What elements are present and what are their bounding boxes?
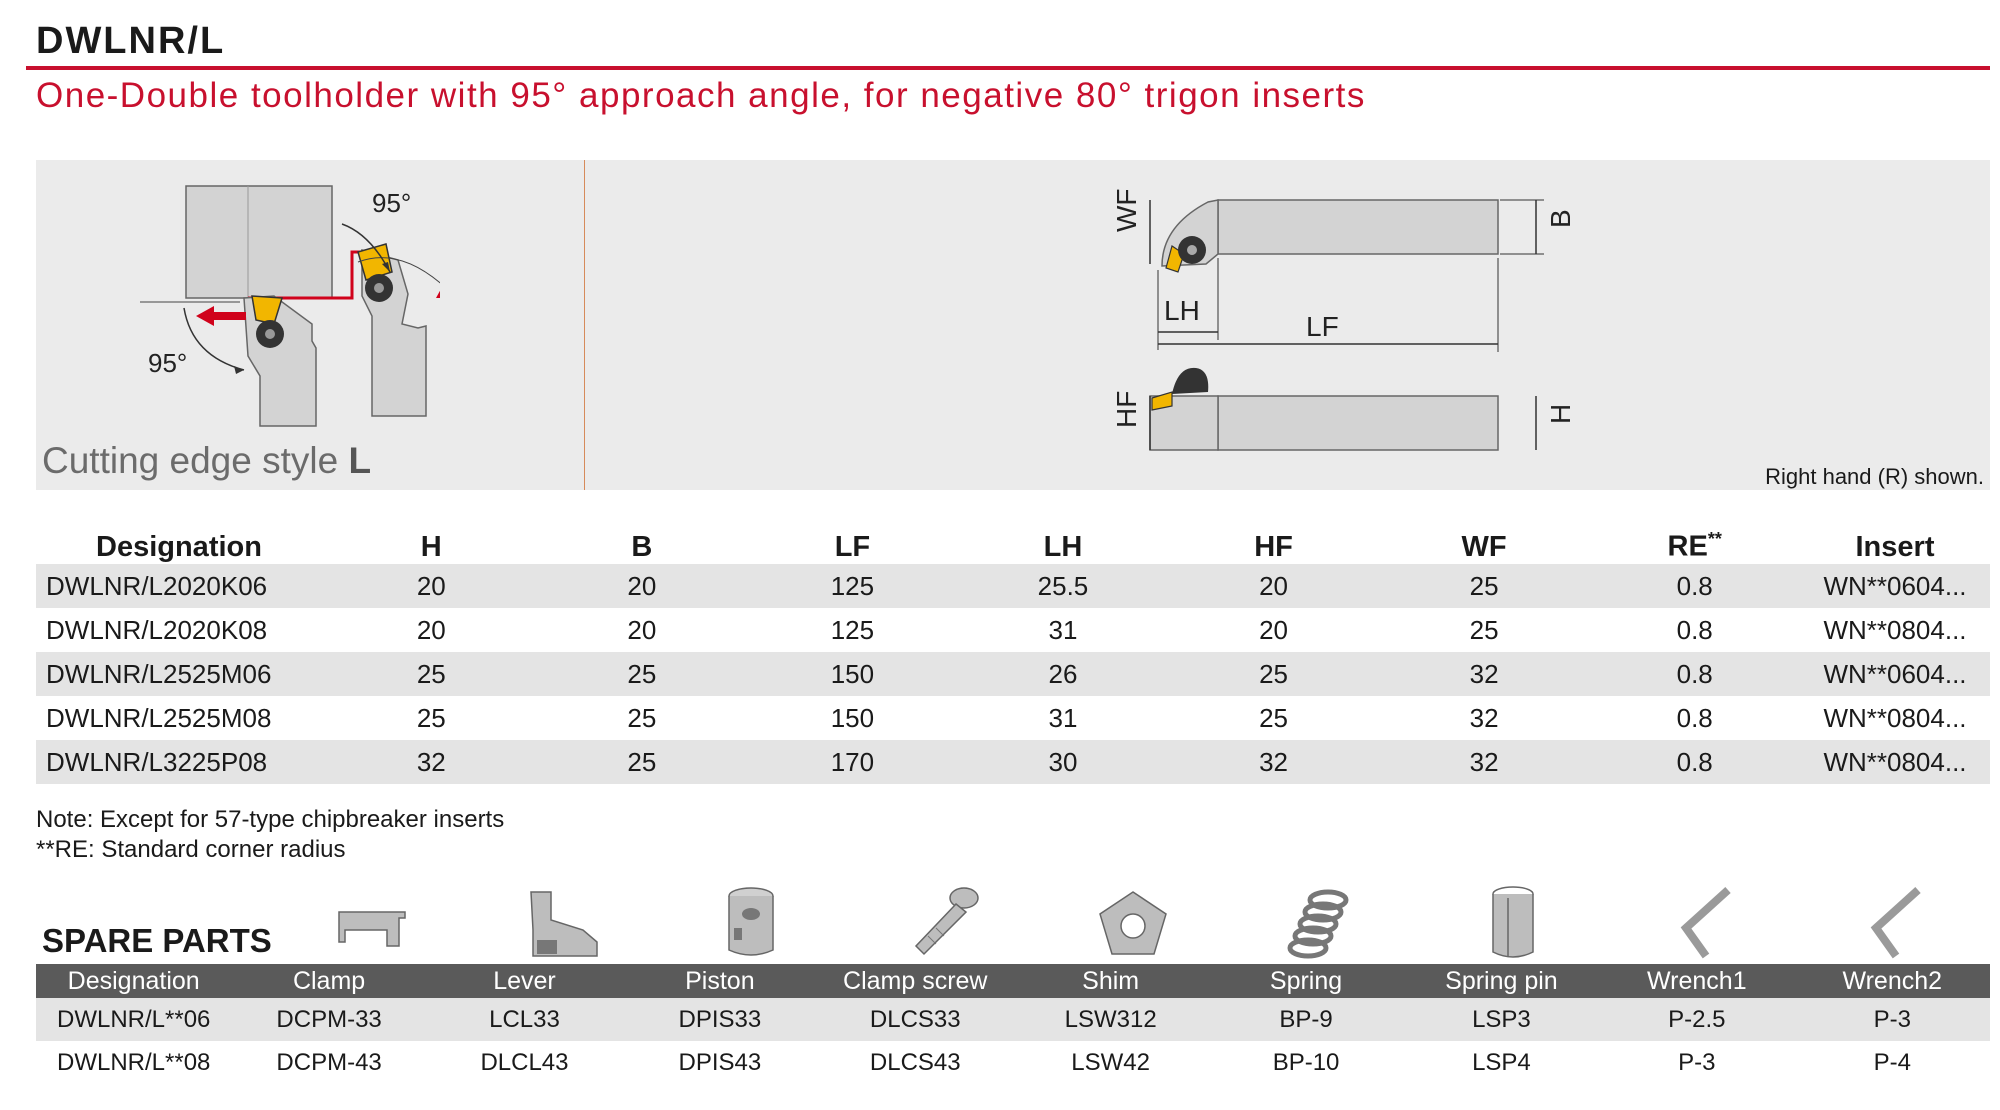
angle-label-bottom: 95° xyxy=(148,348,188,378)
dims-header-row xyxy=(36,516,1990,564)
table-cell: 25 xyxy=(537,740,748,784)
spare-header-wrench1: Wrench1 xyxy=(1599,964,1794,998)
table-cell: DCPM-43 xyxy=(276,1048,382,1076)
angle-label-top: 95° xyxy=(372,188,412,218)
header-hf: HF xyxy=(1254,531,1293,563)
table-cell: BP-9 xyxy=(1208,998,1403,1041)
note-chipbreaker: Note: Except for 57-type chipbreaker inserts xyxy=(36,806,505,833)
dimensions-table xyxy=(36,516,1990,784)
spare-header-wrench2: Wrench2 xyxy=(1795,964,1990,998)
table-cell: 25 xyxy=(416,702,446,733)
table-cell: WN**0804... xyxy=(1823,702,1967,733)
table-cell: DLCS33 xyxy=(818,998,1013,1041)
feed-arrow-left xyxy=(196,306,246,326)
header-designation: Designation xyxy=(96,531,262,563)
table-cell: 32 xyxy=(1168,740,1379,784)
right-hand-note: Right hand (R) shown. xyxy=(1765,464,1984,489)
spare-parts-table xyxy=(36,964,1990,1084)
table-cell: WN**0804... xyxy=(1800,740,1990,784)
table-cell: 125 xyxy=(830,614,875,645)
table-cell: DLCS43 xyxy=(869,1048,961,1076)
panel-divider xyxy=(584,160,585,490)
table-cell: DWLNR/L3225P08 xyxy=(36,740,326,784)
table-row xyxy=(36,564,1990,608)
table-cell: 32 xyxy=(326,740,537,784)
table-cell: 125 xyxy=(747,564,958,608)
table-cell: DPIS43 xyxy=(678,1048,762,1076)
table-cell: 25 xyxy=(537,652,748,696)
dim-label-b: B xyxy=(1545,209,1576,228)
table-row xyxy=(36,998,1990,1041)
table-cell: P-3 xyxy=(1678,1048,1716,1076)
spare-header-shim: Shim xyxy=(1013,964,1208,998)
top-view xyxy=(1162,200,1498,272)
spare-header-spring: Spring xyxy=(1208,964,1403,998)
table-row xyxy=(36,608,1990,652)
spare-header-row xyxy=(36,964,1990,998)
right-holder xyxy=(358,244,440,416)
table-row xyxy=(36,652,1990,696)
table-cell: DWLNR/L2525M08 xyxy=(46,702,272,733)
table-cell: WN**0604... xyxy=(1800,652,1990,696)
table-cell: WN**0604... xyxy=(1800,564,1990,608)
page-subtitle: One-Double toolholder with 95° approach angle, for negative 80° trigon inserts xyxy=(36,76,1366,115)
dim-label-h: H xyxy=(1545,403,1576,424)
header-b: B xyxy=(631,531,653,563)
table-cell: 26 xyxy=(958,652,1169,696)
spare-header-designation: Designation xyxy=(36,964,231,998)
table-cell: 20 xyxy=(326,564,537,608)
table-cell: 32 xyxy=(1379,652,1590,696)
title-rule xyxy=(26,66,1990,70)
table-cell: DWLNR/L2525M06 xyxy=(36,652,326,696)
spring-pin-icon xyxy=(1468,884,1558,964)
clamp-screw-icon xyxy=(898,884,988,964)
page-title: DWLNR/L xyxy=(36,20,226,62)
table-cell: 150 xyxy=(830,702,875,733)
table-cell: 32 xyxy=(1379,740,1590,784)
table-cell: 0.8 xyxy=(1589,652,1800,696)
header-h: H xyxy=(420,531,442,563)
table-cell: 150 xyxy=(747,652,958,696)
table-cell: 31 xyxy=(1048,702,1078,733)
spare-header-clamp-screw: Clamp screw xyxy=(818,964,1013,998)
table-cell: WN**0804... xyxy=(1823,614,1967,645)
dim-label-hf: HF xyxy=(1111,390,1142,428)
wrench2-icon xyxy=(1850,884,1940,964)
shim-icon xyxy=(1088,884,1178,964)
table-cell: DWLNR/L2020K06 xyxy=(36,564,326,608)
spare-header-lever: Lever xyxy=(427,964,622,998)
table-cell: LSW312 xyxy=(1013,998,1208,1041)
table-cell: DCPM-33 xyxy=(231,998,426,1041)
wrench1-icon xyxy=(1660,884,1750,964)
table-cell: DWLNR/L2020K08 xyxy=(46,614,268,645)
table-cell: 25 xyxy=(326,652,537,696)
table-cell: 0.8 xyxy=(1676,702,1713,733)
table-cell: 20 xyxy=(416,614,446,645)
spare-parts-title: SPARE PARTS xyxy=(42,922,272,959)
dim-label-wf: WF xyxy=(1111,188,1142,232)
table-cell: 32 xyxy=(1469,702,1499,733)
spare-header-spring-pin: Spring pin xyxy=(1404,964,1599,998)
cutting-edge-style-caption xyxy=(42,440,371,482)
cutting-edge-style-diagram xyxy=(140,176,440,436)
table-cell: BP-10 xyxy=(1272,1048,1340,1076)
table-cell: DWLNR/L**06 xyxy=(36,998,231,1041)
header-re-label: RE xyxy=(1667,531,1708,563)
table-cell: 20 xyxy=(537,564,748,608)
spare-header-clamp: Clamp xyxy=(231,964,426,998)
table-cell: 25 xyxy=(627,702,657,733)
table-cell: 20 xyxy=(1259,614,1288,645)
table-cell: P-3 xyxy=(1795,998,1990,1041)
dim-label-lf: LF xyxy=(1306,311,1339,342)
note-corner-radius: **RE: Standard corner radius xyxy=(36,836,346,863)
table-cell: 25 xyxy=(1259,702,1288,733)
table-cell: DLCL43 xyxy=(480,1048,569,1076)
table-cell: LSW42 xyxy=(1071,1048,1150,1076)
header-lf: LF xyxy=(834,531,871,563)
table-cell: 25 xyxy=(1469,614,1499,645)
spare-header-piston: Piston xyxy=(622,964,817,998)
table-cell: 20 xyxy=(627,614,657,645)
feed-arrow-up xyxy=(436,280,440,326)
piston-icon xyxy=(706,884,796,964)
table-cell: 30 xyxy=(958,740,1169,784)
table-cell: 170 xyxy=(747,740,958,784)
header-re-marker: ** xyxy=(1707,529,1722,550)
table-row xyxy=(36,1041,1990,1084)
lever-icon xyxy=(515,884,605,964)
upper-holder-body xyxy=(186,186,332,298)
spring-icon xyxy=(1278,884,1368,964)
dim-label-lh: LH xyxy=(1164,295,1200,326)
header-wf: WF xyxy=(1461,531,1507,563)
table-cell: 25 xyxy=(1379,564,1590,608)
table-cell: P-4 xyxy=(1873,1048,1911,1076)
table-cell: LSP3 xyxy=(1404,998,1599,1041)
table-cell: 31 xyxy=(1048,614,1078,645)
header-lh: LH xyxy=(1043,531,1083,563)
table-cell: 25.5 xyxy=(958,564,1169,608)
table-cell: LCL33 xyxy=(427,998,622,1041)
table-row xyxy=(36,740,1990,784)
table-row xyxy=(36,696,1990,740)
table-cell: DWLNR/L**08 xyxy=(57,1048,211,1076)
dimension-diagram xyxy=(1060,180,1580,460)
table-cell: DPIS33 xyxy=(622,998,817,1041)
side-view xyxy=(1150,368,1498,450)
table-cell: 0.8 xyxy=(1589,564,1800,608)
table-cell: 0.8 xyxy=(1676,614,1713,645)
table-cell: LSP4 xyxy=(1472,1048,1531,1076)
table-cell: P-2.5 xyxy=(1599,998,1794,1041)
table-cell: 25 xyxy=(1168,652,1379,696)
header-insert: Insert xyxy=(1855,531,1935,563)
clamp-icon xyxy=(325,884,415,964)
header-re xyxy=(1589,516,1800,564)
caption-style-letter: L xyxy=(348,440,372,481)
table-cell: 20 xyxy=(1168,564,1379,608)
table-cell: 0.8 xyxy=(1589,740,1800,784)
caption-prefix: Cutting edge style xyxy=(42,440,349,481)
